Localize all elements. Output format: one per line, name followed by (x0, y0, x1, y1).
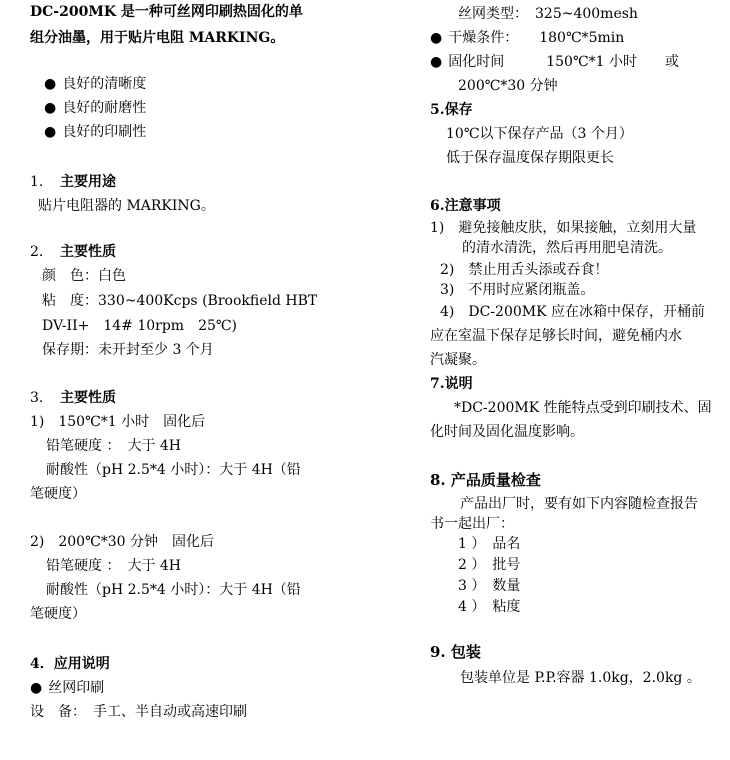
feature-item: ● 良好的印刷性 (44, 122, 146, 142)
note-line-2: 化时间及固化温度影响。 (430, 424, 584, 440)
pencil-hardness-1: 铅笔硬度 ： 大于 4H (46, 438, 182, 454)
intro-line-1: DC-200MK 是一种可丝网印刷热固化的单 (30, 4, 303, 20)
section-3-title: 主要性质 (60, 390, 116, 406)
property-viscosity-cont: DV-II+ 14# 10rpm 25℃) (42, 318, 238, 334)
note-line-1: *DC-200MK 性能特点受到印刷技术、固 (454, 400, 712, 416)
curing-time: ● 固化时间 150℃*1 小时 或 (430, 52, 679, 72)
screen-type: 丝网类型： 325~400mesh (458, 6, 638, 22)
caution-1: 1) 避免接触皮肤，如果接触，立刻用大量 (430, 220, 697, 236)
curing-time-cont: 200℃*30 分钟 (458, 78, 558, 94)
storage-line-1: 10℃以下保存产品（3 个月） (446, 126, 633, 142)
packaging-text: 包装单位是 P.P.容器 1.0kg，2.0kg 。 (460, 670, 701, 686)
caution-4-cont: 应在室温下保存足够长时间，避免桶内水 (430, 328, 682, 344)
qc-item: 2 ） 批号 (458, 557, 521, 573)
section-2-number: 2. (30, 244, 44, 260)
section-7-title: 7.说明 (430, 376, 473, 392)
acid-resistance-1-cont: 笔硬度） (30, 486, 86, 502)
acid-resistance-2: 耐酸性（pH 2.5*4 小时）：大于 4H（铅 (46, 582, 301, 598)
section-5-title: 5.保存 (430, 102, 473, 118)
intro-line-2: 组分油墨，用于贴片电阻 MARKING。 (30, 30, 285, 46)
section-1-number: 1. (30, 174, 44, 190)
section-1-text: 贴片电阻器的 MARKING。 (38, 198, 215, 214)
cure-condition-2: 2) 200℃*30 分钟 固化后 (30, 534, 215, 550)
qc-item: 1 ） 品名 (458, 536, 521, 552)
section-4-title: 4．应用说明 (30, 656, 110, 672)
equipment: 设 备： 手工、半自动或高速印刷 (30, 704, 247, 720)
section-1-title: 主要用途 (60, 174, 116, 190)
caution-1-cont: 的清水清洗，然后再用肥皂清洗。 (462, 240, 672, 256)
section-8-title: 8. 产品质量检查 (430, 471, 541, 489)
section-9-title: 9. 包装 (430, 643, 481, 661)
feature-item: ● 良好的清晰度 (44, 74, 146, 94)
qc-line-2: 书一起出厂： (430, 516, 514, 532)
caution-2: 2) 禁止用舌头添或吞食！ (440, 262, 609, 278)
section-6-title: 6.注意事项 (430, 198, 501, 214)
caution-4: 4) DC-200MK 应在冰箱中保存，开桶前 (440, 304, 706, 320)
acid-resistance-2-cont: 笔硬度） (30, 606, 86, 622)
caution-4-end: 汽凝聚。 (430, 352, 486, 368)
property-viscosity: 粘 度：330~400Kcps (Brookfield HBT (42, 293, 318, 309)
property-shelf-life: 保存期：未开封至少 3 个月 (42, 342, 214, 358)
qc-item: 4 ） 粘度 (458, 599, 521, 615)
qc-item: 3 ） 数量 (458, 578, 521, 594)
cure-condition-1: 1) 150℃*1 小时 固化后 (30, 414, 206, 430)
property-color: 颜 色：白色 (42, 268, 126, 284)
drying-condition: ● 干燥条件： 180℃*5min (430, 28, 624, 48)
feature-item: ● 良好的耐磨性 (44, 98, 146, 118)
acid-resistance-1: 耐酸性（pH 2.5*4 小时）：大于 4H（铅 (46, 462, 301, 478)
pencil-hardness-2: 铅笔硬度 ： 大于 4H (46, 558, 182, 574)
section-3-number: 3. (30, 390, 44, 406)
qc-line-1: 产品出厂时，要有如下内容随检查报告 (460, 496, 698, 512)
section-2-title: 主要性质 (60, 244, 116, 260)
caution-3: 3) 不用时应紧闭瓶盖。 (440, 282, 595, 298)
storage-line-2: 低于保存温度保存期限更长 (446, 150, 614, 166)
application-method: ● 丝网印刷 (30, 678, 104, 698)
